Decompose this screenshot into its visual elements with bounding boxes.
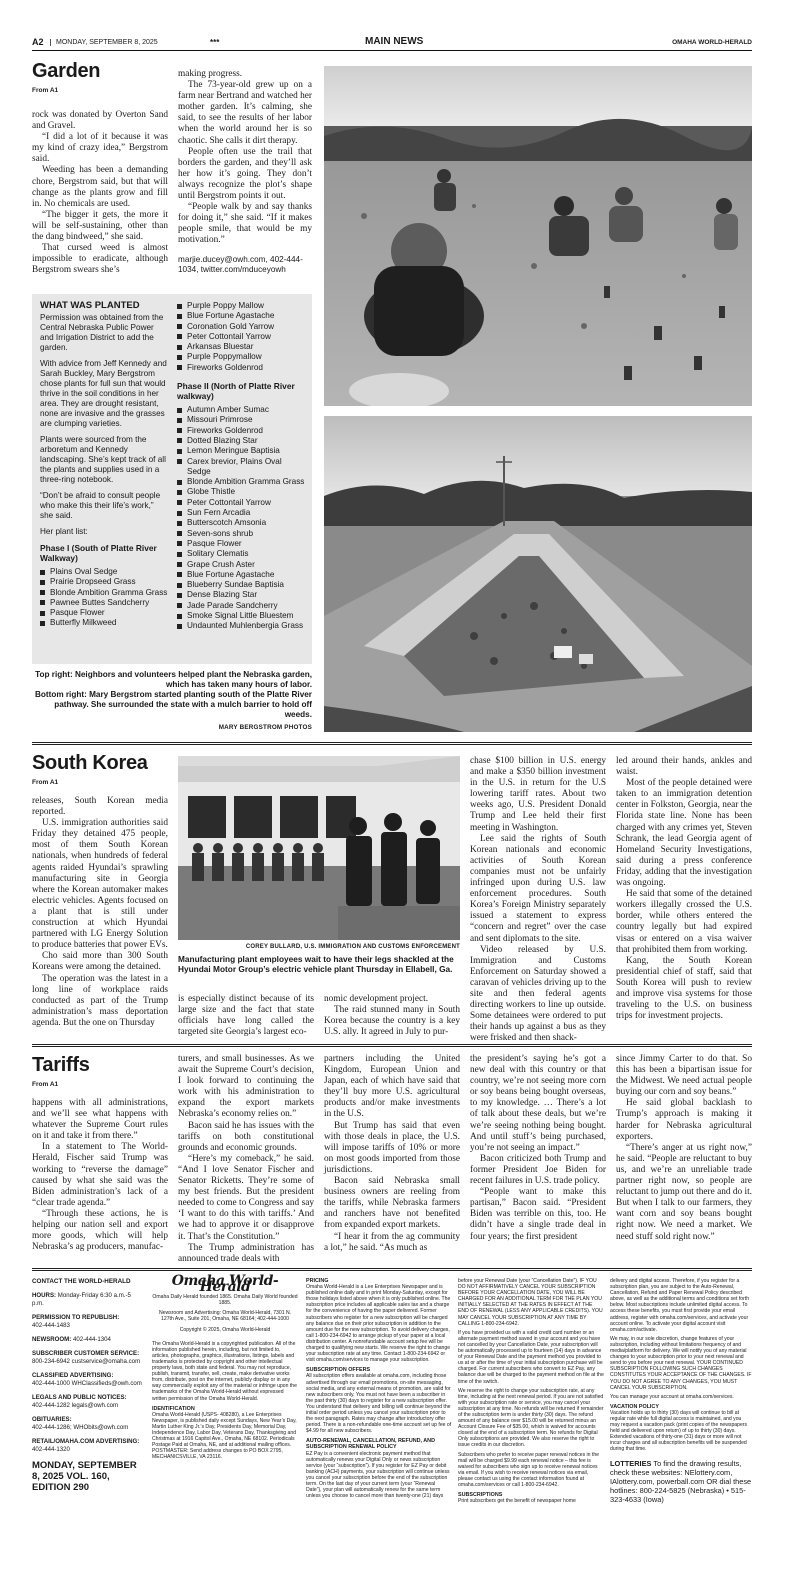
- paragraph: since Jimmy Carter to do that. So this has been a bipartisan issue for the Midwest. We need actual people buying our corn and soy beans.”: [616, 1054, 752, 1098]
- nebraska-shaped-garden-image: [324, 416, 752, 732]
- sidebar-paragraph: Permission was obtained from the Central Nebraska Public Power and Irrigation District to add the garden.: [40, 313, 164, 352]
- garden-col2: [178, 69, 312, 275]
- paragraph: partners including the United Kingdom, European Union and Japan, each of which have said that they’ll buy more U.S. agricultural products and/or make investments in the U.S.: [324, 1054, 460, 1120]
- plant-item: Autumn Amber Sumac: [177, 405, 307, 415]
- legal-notice: The Omaha World-Herald is a copyrighted publication. All of the information published herein, including, but not limited to, articles, photographs, graphics, illustrations, listings, labels and trademarks is protected by copyright and other intellectual property laws, both state and federal. You may not reproduce, publish, transmit, transfer, sell, create, make derivative works from, distribute, post on the internet, publicly display or in any way commercially exploit any of the material or infringe upon the trademarks of the Omaha World-Herald without expressed written permission of the Omaha World-Herald.: [152, 1340, 297, 1402]
- sidebar-paragraph: With advice from Jeff Kennedy and Sarah Buckley, Mary Bergstrom chose plants for full sun that would thrive in the soil conditions in her area. They are drought resistant, none are invasive and the grasses are clumping varieties.: [40, 359, 167, 428]
- paragraph: “People want to make this partisan,” Bacon said. “President Biden was terrible on this, too. He didn’t have a single trade deal in four years; the first president: [470, 1187, 606, 1242]
- paragraph: That cursed weed is almost impossible to eradicate, although Bergstrom swears she’s: [32, 243, 168, 276]
- copyright: Copyright © 2025, Omaha World-Herald: [179, 1326, 271, 1333]
- plant-item: Solitary Clematis: [177, 549, 307, 559]
- plant-item: Pawnee Buttes Sandcherry: [40, 598, 168, 608]
- contact-label: HOURS:: [32, 1292, 57, 1299]
- garden-col1: [32, 110, 168, 276]
- plant-item: Prairie Dropseed Grass: [40, 577, 168, 587]
- newsroom-address: Newsroom and Advertising: Omaha World-Herald, 7301 N. 127th Ave., Suite 201, Omaha, NE 68164; 402-444-1000: [158, 1310, 292, 1323]
- plant-item: Lemon Meringue Baptisia: [177, 446, 307, 456]
- korea-photo-credit: COREY BULLARD, U.S. IMMIGRATION AND CUSTOMS ENFORCEMENT: [245, 944, 460, 950]
- korea-headline: South Korea: [32, 752, 148, 774]
- paragraph: Weeding has been a demanding chore, Bergstrom said, but that will change as the plants grow and fill in. No chemicals are used.: [32, 165, 168, 209]
- pricing-box: [306, 1278, 452, 1502]
- tariffs-headline: Tariffs: [32, 1054, 90, 1076]
- sidebar-col1: [40, 300, 168, 629]
- sidebar-paragraph: Her plant list:: [40, 527, 88, 536]
- sidebar-paragraph: Plants were sourced from the arboretum and Kennedy landscaping. She’s kept track of all the plants and supplies used in a three-ring notebook.: [40, 435, 166, 484]
- garden-jump-from: From A1: [32, 87, 59, 94]
- contact-label: NEWSROOM:: [32, 1336, 72, 1343]
- header-date: MONDAY, SEPTEMBER 8, 2025: [50, 39, 158, 46]
- plant-item: Dense Blazing Star: [177, 590, 307, 600]
- paragraph: is especially distinct because of its large size and the fact that state officials have long called the targeted site Georgia’s largest eco-: [178, 994, 314, 1038]
- masthead-box: [152, 1273, 298, 1463]
- section-title: MAIN NEWS: [365, 36, 424, 47]
- korea-photo-caption: Manufacturing plant employees wait to have their legs shackled at the Hyundai Motor Group’s electric vehicle plant Thursday in Ellabell, Ga.: [178, 954, 454, 974]
- contact-label: CLASSIFIED ADVERTISING:: [32, 1372, 114, 1379]
- paragraph: The operation was the latest in a long line of workplace raids conducted as part of the Trump administration’s mass deportation agenda. But the one on Thursday: [32, 973, 168, 1028]
- renewal-text: If you have provided us with a valid credit card number or an alternate payment method saved in your account and you have not cancelled by your Cancellation Date, your subscription will be automatically processed up to fourteen (14) days in advance of your Renewal Date and the payment method you provided to us at or after the time of your initial subscription purchase will be charged. For current subscribers who convert to EZ Pay, any balance due will be charged to the payment method on file at the time of the switch.: [458, 1329, 604, 1385]
- paragraph: Cho said more than 300 South Koreans were among the detained.: [32, 951, 168, 973]
- plant-item: Butterscotch Amsonia: [177, 518, 307, 528]
- paragraph: nomic development project.: [324, 994, 429, 1004]
- plant-item: Fireworks Goldenrod: [177, 363, 307, 373]
- plant-item: Dotted Blazing Star: [177, 436, 307, 446]
- digital-access-text: We may, in our sole discretion, change features of your subscription, including without limitations frequency of and media/platform for delivery. We will notify you of any material changes to your subscription prior to your next renewal and send to you before your next renewal. YOUR CONTINUED SUBSCRIPTION FOLLOWING SUCH CHANGES CONSTITUTES YOUR ACCEPTANCE OF THE CHANGES. IF YOU DO NOT AGREE TO ANY CHANGES, YOU MUST CANCEL YOUR SUBSCRIPTION.: [610, 1335, 752, 1391]
- volunteers-planting-image: [324, 66, 752, 406]
- lotteries-box: [610, 1459, 752, 1504]
- paragraph: Bacon criticized both Trump and former President Joe Biden for recent failures in U.S. trade policy.: [470, 1153, 606, 1187]
- contact-value: 402-444-1000 WHClassifieds@owh.com: [32, 1380, 142, 1387]
- plant-item: Carex brevior, Plains Oval Sedge: [177, 457, 307, 478]
- header-stars: ***: [210, 38, 220, 47]
- edition-info: MONDAY, SEPTEMBER 8, 2025 VOL. 160, EDITION 290: [32, 1460, 137, 1493]
- contact-value: 402-444-1483: [32, 1322, 70, 1329]
- plant-item: Butterfly Milkweed: [40, 618, 168, 628]
- contact-label: RETAIL/OMAHA.COM ADVERTISING:: [32, 1438, 140, 1445]
- author-contact: marjie.ducey@owh.com, 402-444-1034, twitter.com/mduceyowh: [178, 254, 303, 274]
- plant-item: Grape Crush Aster: [177, 560, 307, 570]
- garden-caption-block: [32, 670, 312, 731]
- paragraph: In a statement to The World-Herald, Fischer said Trump was working to “reverse the damage” caused by what she said was the Biden administration’s lack of a “clear trade agenda.”: [32, 1142, 168, 1208]
- identification-title: IDENTIFICATION: [152, 1405, 195, 1412]
- plant-item: Globe Thistle: [177, 487, 307, 497]
- paper-name: OMAHA WORLD-HERALD: [672, 39, 752, 46]
- paragraph: “Here’s my comeback,” he said. “And I love Senator Fischer and Senator Ricketts. They’re some of my best friends. But the president needed to come to Congress and say ‘I want to do this with tariffs.’ And we had to approve it or disapprove it. That’s the Constitution.”: [178, 1153, 314, 1242]
- paragraph: rock was donated by Overton Sand and Gravel.: [32, 110, 168, 132]
- plant-item: Peter Cottontail Yarrow: [177, 332, 307, 342]
- korea-col2: [178, 994, 314, 1038]
- paragraph: the president’s saying he’s got a new deal with this country or that country, we’re not seeing more corn or soy beans being bought overseas, to my knowledge. … There’s a lot of talk about these deals, but we’re we’re seeing nothing being bought. And until stuff’s being purchased, you’re not seeing an impact.”: [470, 1054, 606, 1153]
- contact-value: 800-234-6942 custservice@omaha.com: [32, 1358, 141, 1365]
- plant-item: Blue Fortune Agastache: [177, 570, 307, 580]
- paragraph: Kang, the South Korean presidential chief of staff, said that South Korea will push to review and improve visa systems for those traveling to the U.S. on business trips for investment projects.: [616, 955, 752, 1022]
- masthead-logo: Omaha World-Herald: [171, 1273, 279, 1296]
- plant-item: Smoke Signal Little Bluestem: [177, 611, 307, 621]
- korea-col4: [470, 756, 606, 1044]
- paragraph: “There’s anger at us right now,” he said. “People are reluctant to buy us, and we’re an unreliable trade partner right now, so people are reluctant to jump out there and do it. But when I talk to our farmers, they want corn and soy beans bought right now. We need a market. We need stuff sold right now.”: [616, 1142, 752, 1242]
- paragraph: The Trump administration has announced trade deals with: [178, 1242, 314, 1264]
- plant-item: Pasque Flower: [40, 608, 168, 618]
- digital-access-text: delivery and digital access. Therefore, if you register for a subscription plan, you are subject to the Auto-Renewal, Cancellation, Refund and Paper Renewal Policy described above, as well as the additional terms and conditions set forth below. Most subscriptions include unlimited digital access. To access these benefits, you must first provide your email address, register with omaha.com/services, and activate your account online. To activate your digital account visit omaha.com/activate.: [610, 1278, 750, 1333]
- paragraph: Most of the people detained were taken to an immigration detention center in Folkston, Georgia, near the Florida state line. None has been charged with any crimes yet, Steven Schrank, the lead Georgia agent of Homeland Security Investigations, said during a press conference Friday, adding that the investigation was ongoing.: [616, 778, 752, 889]
- paragraph: The 73-year-old grew up on a farm near Bertrand and watched her mother garden. It’s calming, she said, to see the results of her labor when the world around her is so chaotic. She calls it dirt therapy.: [178, 80, 312, 146]
- korea-col1: [32, 796, 168, 1029]
- contact-value: Monday-Friday 6:30 a.m.-5 p.m.: [32, 1292, 131, 1307]
- contact-label: OBITUARIES:: [32, 1416, 72, 1423]
- contact-value: 402-444-1282 legals@owh.com: [32, 1402, 119, 1409]
- vacation-policy-text: Vacation holds up to thirty (30) days will continue to bill at regular rate while full digital access is maintained, and you may request a vacation pack (print copies of the newspapers held and delivered upon return) of up to thirty (30) days. Extended vacations of thirty-one (31) days or more will not incur charges and all subscription benefits will be suspended during that time.: [610, 1409, 748, 1453]
- phase1-list-continued: [177, 301, 307, 373]
- tariffs-jump-from: From A1: [32, 1081, 59, 1088]
- photo-caption-top: Top right: Neighbors and volunteers helped plant the Nebraska garden, which has taken many hours of labor.: [35, 670, 312, 689]
- paragraph: releases, South Korean media reported.: [32, 796, 168, 818]
- contact-box: [32, 1278, 142, 1493]
- auto-renewal-text: EZ Pay is a convenient electronic payment method that automatically renews your Digital Only or news subscription service (your “subscription”). If you register for EZ Pay or debit banking (ACH) payments, your subscription will continue unless you cancel your subscription before the end of the subscription term. On the last day of your current term (your “Renewal Date”), your plan will automatically renew for the same term unless you choose to cancel more than twenty-one (21) days: [306, 1450, 450, 1500]
- paragraph: He said global backlash to Trump’s approach is making it harder for Nebraska agricultural exporters.: [616, 1098, 752, 1142]
- digital-access-box: [610, 1278, 752, 1504]
- paragraph: Bacon said he has issues with the tariffs on both constitutional grounds and economic grounds.: [178, 1120, 314, 1153]
- plant-item: Jade Parade Sandcherry: [177, 601, 307, 611]
- renewal-text: We reserve the right to change your subscription rate, at any time, including at the next renewal period. If you are not satisfied with your subscription rate or service, you may cancel your subscription at any time. No refunds will be returned if remainder of the subscription term is under thirty (30) days. The refund amount of any balance over $15.00 will be returned minus an Account Closure Fee of $35.00, which is waived for accounts closed at the end of a subscription term. No refunds for Digital Only subscriptions are provided. We also reserve the right to issue credits in our discretion.: [458, 1387, 604, 1449]
- korea-jump-from: From A1: [32, 779, 59, 786]
- contact-value: 402-444-1320: [32, 1446, 70, 1453]
- garden-headline: Garden: [32, 60, 101, 82]
- paragraph: “People walk by and say thanks for doing it,” she said. “If it makes people smile, that would be my motivation.”: [178, 202, 312, 246]
- paragraph: “The bigger it gets, the more it will be self-sustaining, other than the dang bindweed,” she said.: [32, 209, 168, 243]
- plant-item: Seven-sons shrub: [177, 529, 307, 539]
- korea-col3: [324, 994, 460, 1038]
- contact-value: 402-444-1304: [72, 1336, 111, 1343]
- paragraph: Lee said the rights of South Korean nationals and economic activities of South Korean companies must not be unfairly infringed upon during U.S. law enforcement procedures. South Korea’s Foreign Ministry separately issued a statement to express “concern and regret” over the case and sent diplomats to the site.: [470, 833, 606, 944]
- paragraph: led around their hands, ankles and waist.: [616, 756, 752, 778]
- lotteries-title: LOTTERIES: [610, 1458, 652, 1468]
- renewal-text: Subscribers who prefer to receive paper renewal notices in the mail will be charged $9.99 each renewal notice – this fee is waived for subscribers who sign up to receive renewal notices via email. If you wish to receive renewal notices via email, please contact us using the contact information found at omaha.com/services or call 1-800-234-6942.: [458, 1451, 600, 1488]
- auto-renewal-title: AUTO-RENEWAL, CANCELLATION, REFUND, AND SUBSCRIPTION RENEWAL POLICY: [306, 1438, 435, 1451]
- paragraph: People often use the trail that borders the garden, and they’ll ask her how it’s going. They don’t always recognize the plot’s shape until Bergstrom points it out.: [178, 146, 312, 202]
- sidebar-col2: [177, 301, 307, 632]
- paragraph: He said that some of the detained workers illegally crossed the U.S. border, while others entered the country legally but had expired visas or entered on a visa waiver that prohibited them from working.: [616, 889, 752, 955]
- digital-access-text: You can manage your account at omaha.com/services.: [610, 1393, 734, 1400]
- phase1-title: Phase I (South of Platte River Walkway): [40, 543, 157, 563]
- paragraph: chase $100 billion in U.S. energy and make a $350 billion investment in the U.S. in return for the U.S lowering tariff rates. About two weeks ago, U.S. President Donald Trump and Lee held their first meeting in Washington.: [470, 756, 606, 833]
- subscriptions-text: Print subscribers get the benefit of newspaper home: [458, 1498, 576, 1505]
- garden-photo-bottom: [324, 416, 752, 732]
- paragraph: But Trump has said that even with those deals in place, the U.S. will impose tariffs of 10% or more on most goods imported from those jurisdictions.: [324, 1120, 460, 1175]
- plant-item: Blonde Ambition Gramma Grass: [40, 588, 168, 598]
- contact-value: 402-444-1286; WHObits@owh.com: [32, 1424, 129, 1431]
- renewal-box: [458, 1278, 604, 1507]
- plant-item: Blue Fortune Agastache: [177, 311, 307, 321]
- tariffs-col2: [178, 1054, 314, 1265]
- paragraph: Video released by U.S. Immigration and Customs Enforcement on Saturday showed a caravan of vehicles driving up to the site and then federal agents directing workers to line up outside. Some detainees were ordered to put their hands up against a bus as they were frisked and then shack-: [470, 944, 606, 1044]
- page-header: [32, 36, 752, 50]
- plant-item: Coronation Gold Yarrow: [177, 322, 307, 332]
- paragraph: happens with all administrations, and we’ll see what happens with whatever the Supreme Court rules on it and take it from there.”: [32, 1098, 168, 1142]
- plant-item: Sun Fern Arcadia: [177, 508, 307, 518]
- page-number: A2: [32, 37, 44, 47]
- paragraph: U.S. immigration authorities said Friday they detained 475 people, most of them South Korean nationals, when hundreds of federal agents raided Hyundai’s sprawling manufacturing site in Georgia where the Korean automaker makes electric vehicles. Agents focused on a plant that is still under construction at which Hyundai partnered with LG Energy Solution to produce batteries that power EVs.: [32, 818, 168, 951]
- detained-workers-image: [178, 756, 460, 940]
- garden-photo-top: [324, 66, 752, 406]
- contact-label: SUBSCRIBER CUSTOMER SERVICE:: [32, 1350, 140, 1357]
- paragraph: Bacon said Nebraska small business owners are reeling from the tariffs, while Nebraska farmers and ranchers have not benefited from expanded export markets.: [324, 1176, 460, 1231]
- plant-item: Purple Poppy Mallow: [177, 301, 307, 311]
- plant-item: Plains Oval Sedge: [40, 567, 168, 577]
- paragraph: The raid stunned many in South Korea because the country is a key U.S. ally. It agreed in July to pur-: [324, 1005, 460, 1038]
- plant-item: Blonde Ambition Gramma Grass: [177, 477, 307, 487]
- plant-item: Peter Cottontail Yarrow: [177, 498, 307, 508]
- founded-info: Omaha Daily Herald founded 1865. Omaha Daily World founded 1885.: [152, 1294, 298, 1307]
- subscription-offers-text: All subscription offers available at omaha.com, including those advertised through our email promotions, on-site messaging, social media, and any external means of promotion, are valid for new subscribers only. You must not have been a subscriber in the past thirty (30) days to register for a new subscription offer. You understand that delivery and billing will continue beyond the initial order period unless you cancel your subscription prior to the next paragraph. Rates may change after introductory offer period. There is a non-refundable one-time account set up fee of $4.99 for all new subscribers.: [306, 1373, 452, 1435]
- plant-item: Arkansas Bluestar: [177, 342, 307, 352]
- phase2-list: [177, 405, 307, 632]
- pricing-text: Omaha World-Herald is a Lee Enterprises Newspaper and is published online daily and in print Monday-Saturday, except for those holidays listed above when it is only published online. The subscription price includes all applicable sales tax and a charge for the convenience of having the paper delivered. Former subscribers who register for a new subscription will be charged any balance due on their prior subscription in addition to the amount due for the new subscription. To avoid delivery charges, call 1-800-234-6942 to arrange pickup of your paper at a local distribution center. A nonrefundable account setup fee will be charged to qualifying new starts. We reserve the right to change your subscription rate at any time. Contact 1-800-234-6942 or visit omaha.com/services to manage your subscription.: [306, 1284, 451, 1364]
- tariffs-col5: [616, 1054, 752, 1243]
- contact-label: LEGALS AND PUBLIC NOTICES:: [32, 1394, 127, 1401]
- korea-col5: [616, 756, 752, 1022]
- phase1-list: [40, 567, 168, 629]
- paragraph: “Through these actions, he is helping our nation sell and export more goods, which will help Nebraska’s ag producers, manufac-: [32, 1208, 168, 1253]
- korea-photo: [178, 756, 460, 940]
- phase2-title: Phase II (North of Platte River walkway): [177, 381, 295, 402]
- paragraph: “I did a lot of it because it was my kind of crazy idea,” Bergstrom said.: [32, 132, 168, 165]
- renewal-text: before your Renewal Date (your “Cancellation Date”). IF YOU DO NOT AFFIRMATIVELY CANCEL YOUR SUBSCRIPTION BEFORE YOUR CANCELLATION DATE, YOU WILL BE CHARGED FOR AN ADDITIONAL TERM FOR THE PLAN YOU INITIALLY SELECTED AT THE RATES IN EFFECT AT THE END OF RENEWAL (LESS ANY APPLICABLE CREDITS). YOU MAY CANCEL YOUR SUBSCRIPTION AT ANY TIME BY CALLING 1-800-234-6942.: [458, 1278, 603, 1327]
- contact-title: CONTACT THE WORLD-HERALD: [32, 1278, 131, 1285]
- tariffs-col4: [470, 1054, 606, 1243]
- sidebar-title: WHAT WAS PLANTED: [40, 300, 140, 311]
- vacation-policy-title: VACATION POLICY: [610, 1403, 659, 1410]
- plant-item: Pasque Flower: [177, 539, 307, 549]
- plant-item: Blueberry Sundae Baptisia: [177, 580, 307, 590]
- photo-credit: MARY BERGSTROM PHOTOS: [218, 724, 312, 731]
- tariffs-col1: [32, 1098, 168, 1253]
- photo-caption-bottom: Bottom right: Mary Bergstrom started planting south of the Platte River pathway. She surrounded the state with a mulch barrier to hold off weeds.: [34, 690, 312, 719]
- subscriptions-title: SUBSCRIPTIONS: [458, 1492, 503, 1499]
- contact-label: PERMISSION TO REPUBLISH:: [32, 1314, 120, 1321]
- plant-item: Missouri Primrose: [177, 415, 307, 425]
- plant-item: Undaunted Muhlenbergia Grass: [177, 621, 307, 631]
- paragraph: “I hear it from the ag community a lot,” he said. “As much as: [324, 1231, 460, 1253]
- paragraph: making progress.: [178, 69, 243, 79]
- sidebar-paragraph: “Don’t be afraid to consult people who make this their life’s work,” she said.: [40, 491, 161, 520]
- tariffs-article: [32, 1054, 172, 1096]
- pricing-title: PRICING: [306, 1278, 329, 1284]
- plant-item: Fireworks Goldenrod: [177, 426, 307, 436]
- subscription-offers-title: SUBSCRIPTION OFFERS: [306, 1367, 371, 1374]
- korea-article: [32, 752, 172, 794]
- plant-item: Purple Poppymallow: [177, 352, 307, 362]
- tariffs-col3: [324, 1054, 460, 1254]
- lotteries-text: To find the drawing results, check these websites: NElottery.com, IAlottery.com, powerball.com OR dial these hotlines: 800-224-5825 (Nebraska) • 515-323-4633 (Iowa): [610, 1458, 752, 1504]
- paragraph: turers, and small businesses. As we await the Supreme Court’s decision, I look forward to continuing the work with his administration to expand the export markets Nebraska’s economy relies on.”: [178, 1054, 314, 1120]
- identification-text: Omaha World-Herald (USPS- 408280), a Lee Enterprises Newspaper, is published daily except Sundays, New Year’s Day, Martin Luther King Jr.’s Day, Presidents Day, Memorial Day, Independence Day, Labor Day, Veterans Day, Thanksgiving and Christmas at 1916 Capitol Ave., Omaha, NE 68102. Periodicals Postage Paid at Omaha, NE, and at additional mailing offices. POSTMASTER: Send address changes to PO BOX 2795, MECHANICSVILLE, VA 23116.: [152, 1411, 297, 1461]
